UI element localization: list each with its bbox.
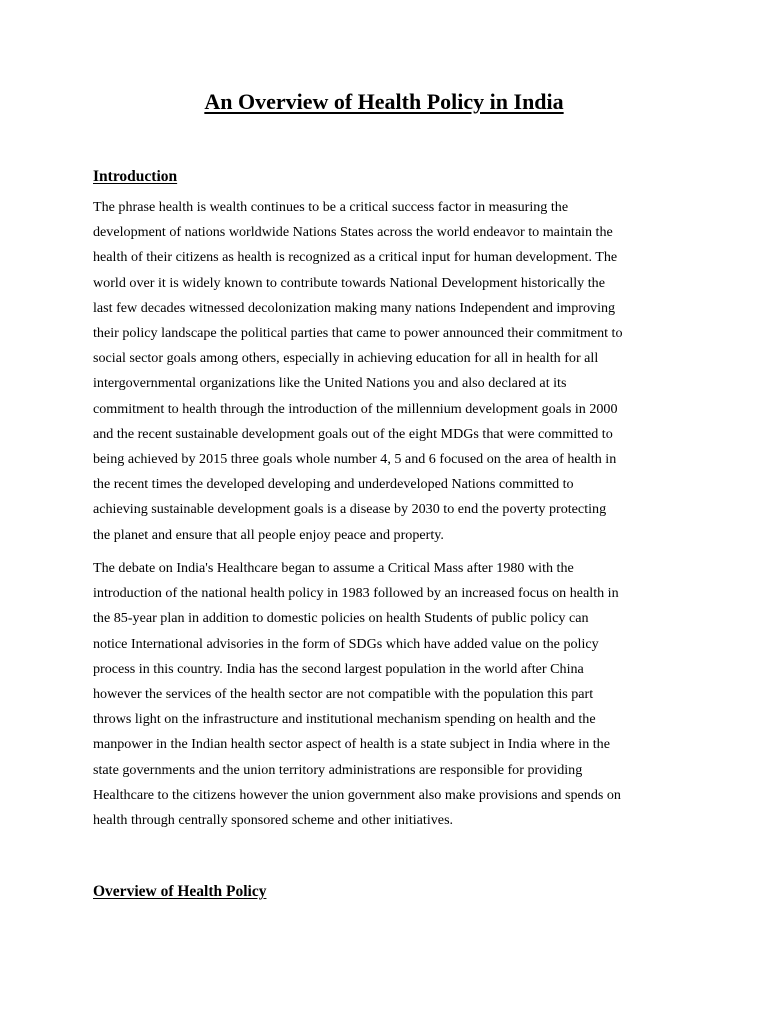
- text-line: however the services of the health sector are not compatible with the population this part: [93, 686, 594, 703]
- document-title: [0, 86, 768, 118]
- text-line: notice International advisories in the form of SDGs which have added value on the policy: [93, 635, 599, 652]
- text-line: process in this country. India has the second largest population in the world after China: [93, 660, 584, 677]
- section-heading-overview: Overview of Health Policy: [93, 883, 267, 900]
- text-line: the recent times the developed developing and underdeveloped Nations committed to: [93, 476, 574, 493]
- text-line: intergovernmental organizations like the United Nations you and also declared at its: [93, 375, 567, 392]
- text-line: Healthcare to the citizens however the union government also make provisions and spends on: [93, 786, 621, 803]
- text-line: health through centrally sponsored scheme and other initiatives.: [93, 812, 454, 829]
- text-line: world over it is widely known to contribute towards National Development historically the: [93, 274, 605, 291]
- text-line: last few decades witnessed decolonization making many nations Independent and improving: [93, 299, 616, 316]
- text-line: introduction of the national health policy in 1983 followed by an increased focus on health in: [93, 585, 619, 602]
- text-line: state governments and the union territory administrations are responsible for providing: [93, 761, 583, 778]
- text-line: development of nations worldwide Nations States across the world endeavor to maintain the: [93, 224, 613, 241]
- text-line: social sector goals among others, especially in achieving education for all in health for all: [93, 350, 599, 367]
- section-heading-introduction: Introduction: [93, 168, 178, 185]
- text-line: throws light on the infrastructure and institutional mechanism spending on health and the: [93, 711, 596, 728]
- text-line: The debate on India's Healthcare began to assume a Critical Mass after 1980 with the: [93, 560, 574, 576]
- text-line: and the recent sustainable development goals out of the eight MDGs that were committed to: [93, 425, 613, 442]
- text-line: being achieved by 2015 three goals whole number 4, 5 and 6 focused on the area of health in: [93, 451, 617, 468]
- document-title-text: An Overview of Health Policy in India: [204, 89, 564, 114]
- text-line: achieving sustainable development goals is a disease by 2030 to end the poverty protecting: [93, 501, 607, 518]
- introduction-paragraph-2: [93, 556, 683, 833]
- text-line: commitment to health through the introduction of the millennium development goals in 2000: [93, 400, 618, 417]
- text-line: the 85-year plan in addition to domestic policies on health Students of public policy can: [93, 610, 589, 627]
- text-line: health of their citizens as health is recognized as a critical input for human development. The: [93, 249, 618, 266]
- text-line: manpower in the Indian health sector aspect of health is a state subject in India where in the: [93, 736, 610, 753]
- text-line: the planet and ensure that all people enjoy peace and property.: [93, 526, 444, 543]
- introduction-paragraph-1: [93, 195, 683, 548]
- text-line: their policy landscape the political parties that came to power announced their commitment to: [93, 325, 623, 342]
- text-line: The phrase health is wealth continues to be a critical success factor in measuring the: [93, 199, 569, 215]
